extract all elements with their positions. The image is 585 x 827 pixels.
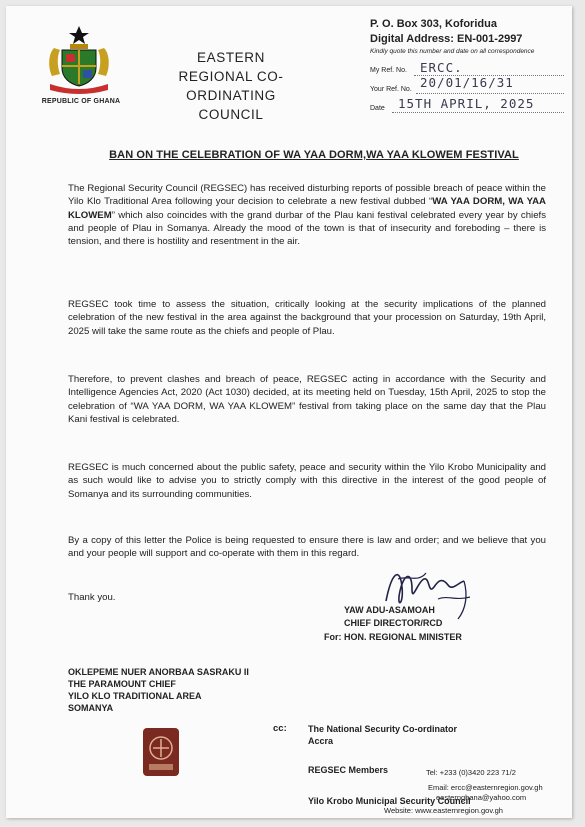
signatory-for: For: HON. REGIONAL MINISTER xyxy=(324,632,462,642)
signatory-title: CHIEF DIRECTOR/RCD xyxy=(344,618,443,628)
paragraph-2: REGSEC took time to assess the situation, critically looking at the security implications of the planned celebration of the new festival in the area against the background that your procession on Saturday, 19th April, 2025 will take the same route as the chiefs and people of Plau. xyxy=(68,299,546,337)
your-ref-label: Your Ref. No. xyxy=(370,86,412,93)
cc-item-1-line-1: The National Security Co-ordinator xyxy=(308,724,458,734)
paragraph-1 xyxy=(68,182,546,248)
recipient-line-4: SOMANYA xyxy=(68,703,114,713)
letter-title: BAN ON THE CELEBRATION OF WA YAA DORM,WA YAA KLOWEM FESTIVAL xyxy=(109,149,519,161)
paragraph-1-part-1: The Regional Security Council (REGSEC) has received disturbing reports of possible breach of peace within the Yilo Klo Traditional Area following your decision to celebrate a new festival dubbed “ xyxy=(68,183,546,208)
footer-email-2: easternghana@yahoo.com xyxy=(436,793,527,802)
date-value: 15TH APRIL, 2025 xyxy=(398,96,535,111)
my-ref-value: ERCC. 20/01/16/31 xyxy=(420,60,514,90)
council-line-2: REGIONAL CO-ORDINATING xyxy=(178,69,284,103)
my-ref-label: My Ref. No. xyxy=(370,67,407,74)
cc-label: cc: xyxy=(273,723,287,734)
closing: Thank you. xyxy=(68,592,116,603)
seal-stamp-icon xyxy=(141,726,181,778)
council-name xyxy=(141,48,321,124)
footer-website: Website: www.easternregion.gov.gh xyxy=(384,806,503,815)
country-label: REPUBLIC OF GHANA xyxy=(41,98,121,105)
your-ref-line xyxy=(416,81,564,94)
cc-item-2: REGSEC Members xyxy=(308,765,389,775)
cc-item-3: Yilo Krobo Municipal Security Council xyxy=(308,796,471,806)
festival-name: WA YAA DORM, WA YAA KLOWEM xyxy=(68,196,546,221)
cc-item-1 xyxy=(308,723,457,747)
date-label: Date xyxy=(370,105,385,112)
digital-address: Digital Address: EN-001-2997 xyxy=(370,33,523,45)
paragraph-4: REGSEC is much concerned about the public safety, peace and security within the Yilo Krobo Municipality and as such would like to advise you to strictly comply with this directive in the interest of the good people of Somanya and its surrounding communities. xyxy=(68,462,546,500)
quote-note: Kindly quote this number and date on all correspondence xyxy=(370,48,535,55)
recipient-line-3: YILO KLO TRADITIONAL AREA xyxy=(68,691,202,701)
paragraph-3: Therefore, to prevent clashes and breach of peace, REGSEC acting in accordance with the Security and Intelligence Agencies Act, 2020 (Act 1030) decided, at its meeting held on Tuesday, 15th April, 2025 to stop the celebration of “WA YAA DORM, WA YAA KLOWEM” festival from taking place on the same day that the Plau Kani festival is celebrated. xyxy=(68,374,546,425)
council-line-3: COUNCIL xyxy=(198,107,264,122)
recipient-line-2: THE PARAMOUNT CHIEF xyxy=(68,679,176,689)
letter-page xyxy=(6,6,572,818)
date-line xyxy=(392,96,564,113)
recipient-address xyxy=(68,666,249,714)
paragraph-5: By a copy of this letter the Police is being requested to ensure there is law and order; and we believe that you and your people will support and co-operate with them in this regard. xyxy=(68,535,546,560)
po-box: P. O. Box 303, Koforidua xyxy=(370,18,497,30)
council-line-1: EASTERN xyxy=(197,50,265,65)
footer-tel: Tel: +233 (0)3420 223 71/2 xyxy=(426,768,516,777)
coat-of-arms-icon xyxy=(40,24,118,96)
paragraph-1-part-2: ” which also coincides with the grand durbar of the Plau kani festival celebrated every year by chiefs and people of Plau in Somanya. Already the mood of the town is that of insecurity and foreboding – there is tension, and there is hostility and resentment in the air. xyxy=(68,209,546,248)
my-ref-line xyxy=(414,60,564,90)
recipient-line-1: OKLEPEME NUER ANORBAA SASRAKU II xyxy=(68,667,249,677)
signatory-name: YAW ADU-ASAMOAH xyxy=(344,605,435,615)
footer-email-1: Email: ercc@easternregion.gov.gh xyxy=(428,783,543,792)
cc-item-1-line-2: Accra xyxy=(308,736,334,746)
